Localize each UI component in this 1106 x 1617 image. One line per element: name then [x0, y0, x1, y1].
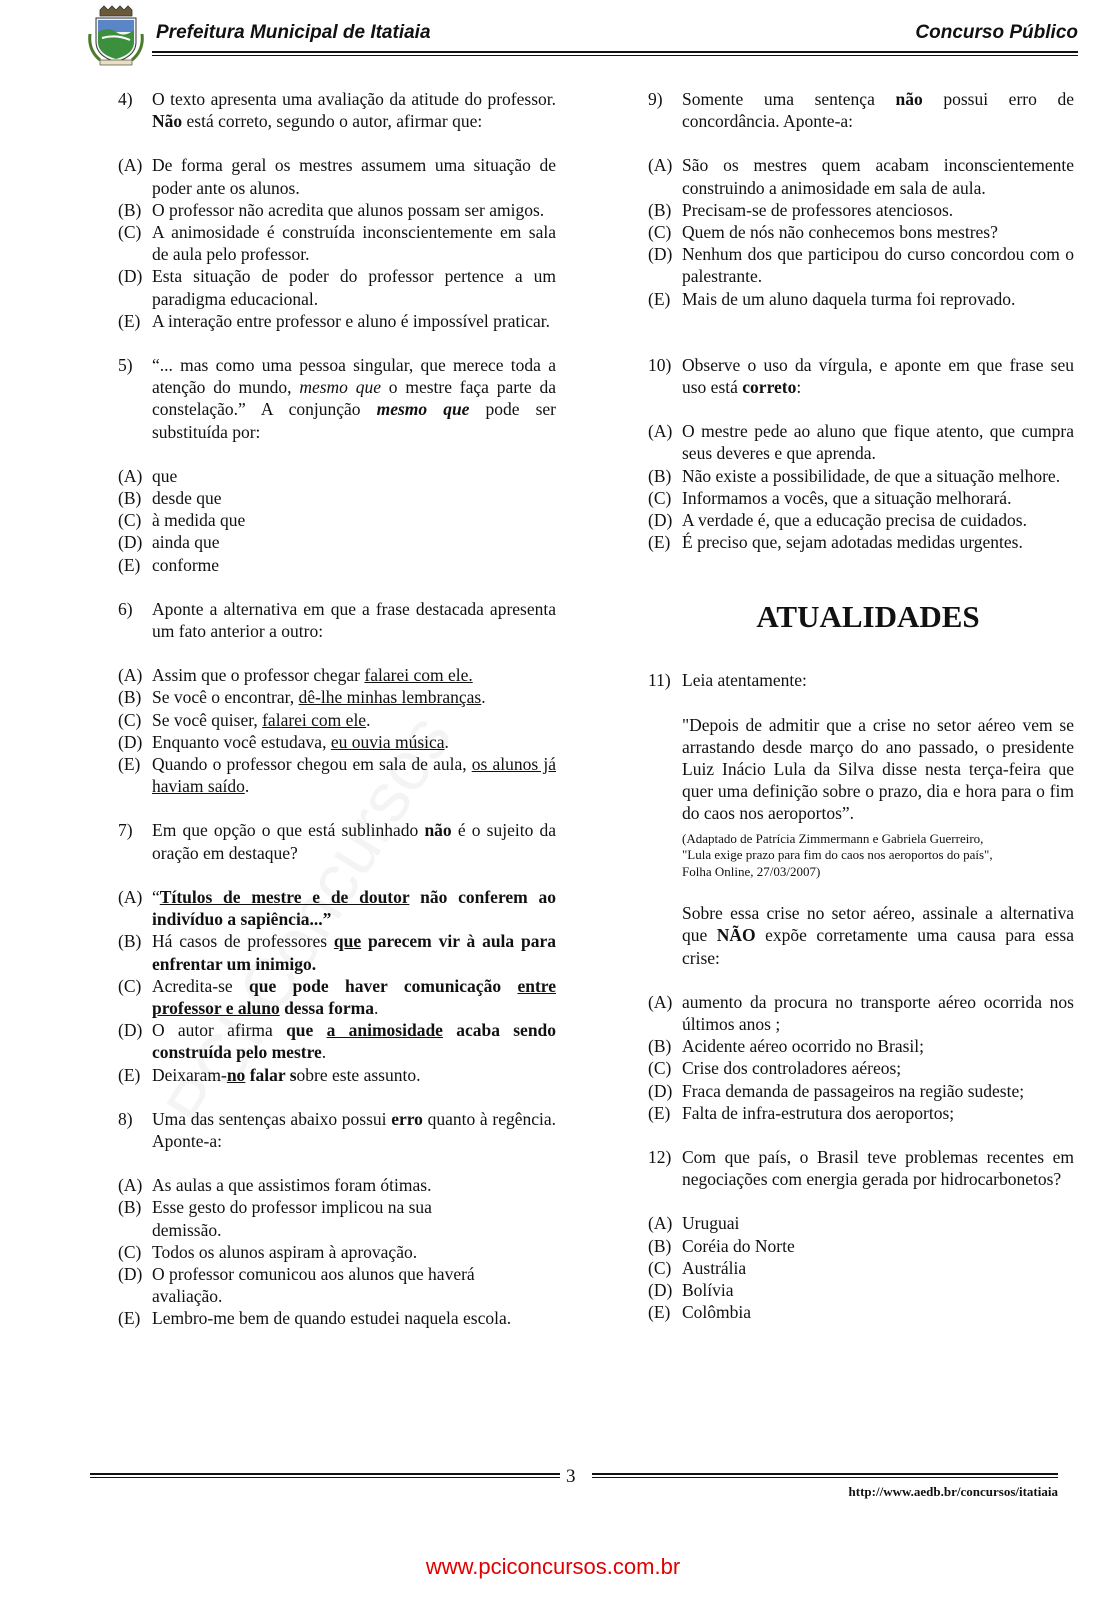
stem-emphasis: não — [424, 820, 452, 841]
option-text: Informamos a vocês, que a situação melhorará. — [682, 487, 1012, 508]
option-text: O mestre pede ao aluno que fique atento, que cumpra seus deveres e que aprenda. — [682, 421, 1074, 464]
stem-text: Sobre essa crise no setor aéreo, assinale a alternativa que — [682, 903, 1074, 946]
news-quote: "Depois de admitir que a crise no setor aéreo vem se arrastando desde março do ano passado, o presidente Luiz Inácio Lula da Silva disse nesta terça-feira que quer uma definição sobre o prazo, dia e hora para o fim do caos nos aeroportos”. — [682, 714, 1074, 824]
option-d[interactable] — [118, 731, 556, 753]
option-bold: dessa forma — [279, 997, 374, 1018]
stem-emphasis: erro — [391, 1108, 423, 1129]
option-a[interactable] — [648, 991, 1074, 1035]
option-c[interactable] — [118, 221, 556, 265]
option-text: Lembro-me bem de quando estudei naquela escola. — [152, 1308, 512, 1329]
option-e[interactable] — [118, 1064, 556, 1086]
option-letter: (B) — [648, 1235, 672, 1256]
option-letter: (C) — [648, 1058, 672, 1079]
option-a[interactable] — [118, 465, 556, 487]
option-letter: (B) — [118, 1197, 142, 1218]
section-title: ATUALIDADES — [756, 599, 980, 635]
question-6 — [118, 598, 556, 798]
option-a[interactable] — [648, 420, 1074, 464]
stem-text: Aponte a alternativa em que a frase destacada apresenta um fato anterior a outro: — [152, 598, 556, 642]
header-institution: Prefeitura Municipal de Itatiaia — [156, 22, 431, 43]
option-letter: (B) — [648, 1036, 672, 1057]
question-stem — [118, 598, 556, 642]
stem-text: Em que opção o que está sublinhado — [152, 820, 425, 841]
question-stem — [118, 1108, 556, 1152]
footer-divider-right — [592, 1473, 1058, 1478]
option-text: As aulas a que assistimos foram ótimas. — [152, 1175, 432, 1196]
page-number: 3 — [566, 1466, 576, 1487]
option-a[interactable] — [648, 154, 1074, 198]
question-10 — [648, 354, 1074, 554]
citation — [648, 831, 1074, 881]
option-letter: (A) — [118, 886, 143, 907]
option-letter: (C) — [118, 222, 142, 243]
option-e[interactable] — [648, 1102, 1074, 1124]
option-b[interactable] — [648, 1235, 1074, 1257]
question-5 — [118, 354, 556, 576]
option-b[interactable] — [118, 930, 556, 974]
option-letter: (B) — [118, 488, 142, 509]
option-b[interactable] — [648, 465, 1074, 487]
option-underlined: os alunos já haviam saído — [152, 754, 556, 797]
option-text: desde que — [152, 488, 222, 509]
option-letter: (D) — [118, 1263, 143, 1284]
option-letter: (C) — [118, 1241, 142, 1262]
option-bold: parecem vir à aula para enfrentar um inimigo. — [152, 931, 556, 974]
option-b[interactable] — [648, 1035, 1074, 1057]
option-text: Crise dos controladores aéreos; — [682, 1058, 902, 1079]
question-stem — [118, 819, 556, 863]
option-letter: (D) — [118, 1020, 143, 1041]
option-text: Não existe a possibilidade, de que a situação melhore. — [682, 465, 1061, 486]
option-b[interactable] — [118, 487, 556, 509]
page-header — [88, 4, 1078, 62]
option-letter: (C) — [648, 222, 672, 243]
option-text: É preciso que, sejam adotadas medidas urgentes. — [682, 532, 1023, 553]
option-letter: (D) — [648, 244, 673, 265]
stem-text: pode ser substituída por: — [152, 399, 556, 442]
question-stem — [648, 354, 1074, 398]
option-text: à medida que — [152, 510, 246, 531]
option-letter: (C) — [118, 709, 142, 730]
option-bold: que pode haver comunicação — [249, 975, 518, 996]
option-underlined: que — [333, 931, 362, 952]
option-c[interactable] — [648, 487, 1074, 509]
option-text: . — [366, 709, 371, 730]
stem-text: é o sujeito da oração em destaque? — [152, 820, 556, 863]
option-letter: (D) — [118, 731, 143, 752]
option-letter: (C) — [648, 487, 672, 508]
option-e[interactable] — [118, 310, 556, 332]
option-text: Se você o encontrar, — [152, 687, 299, 708]
option-letter: (E) — [648, 1302, 671, 1323]
option-letter: (B) — [118, 199, 142, 220]
source-site-link[interactable]: www.pciconcursos.com.br — [425, 1554, 681, 1579]
option-text: Bolívia — [682, 1280, 734, 1301]
option-underlined: a animosidade — [326, 1020, 443, 1041]
stem-text: quanto à regência. Aponte-a: — [152, 1108, 557, 1151]
option-a[interactable] — [118, 154, 556, 198]
option-letter: (E) — [118, 754, 141, 775]
option-d[interactable] — [118, 531, 556, 553]
option-c[interactable] — [118, 709, 556, 731]
option-b[interactable] — [118, 1196, 556, 1240]
option-letter: (A) — [648, 1213, 673, 1234]
option-c[interactable] — [118, 509, 556, 531]
option-letter: (D) — [118, 266, 143, 287]
option-letter: (D) — [648, 1080, 673, 1101]
question-stem — [648, 902, 1074, 969]
header-exam-name: Concurso Público — [915, 22, 1078, 43]
question-number: 12) — [648, 1147, 672, 1167]
stem-emphasis: NÃO — [716, 925, 756, 946]
question-number: 8) — [118, 1108, 133, 1129]
option-b[interactable] — [118, 686, 556, 708]
option-c[interactable] — [118, 975, 556, 1019]
left-column — [118, 88, 556, 1330]
option-letter: (B) — [648, 465, 672, 486]
right-column — [648, 88, 1074, 1323]
option-text: Esta situação de poder do professor pertence a um paradigma educacional. — [152, 266, 556, 309]
option-text: São os mestres quem acabam inconscientemente construindo a animosidade em sala de aula. — [682, 155, 1074, 198]
option-text: . — [374, 997, 379, 1018]
stem-text: O texto apresenta uma avaliação da atitude do professor. — [152, 89, 556, 109]
option-letter: (A) — [118, 465, 143, 486]
question-number: 11) — [648, 670, 671, 691]
option-text: Quem de nós não conhecemos bons mestres? — [682, 222, 998, 243]
option-text: ainda que — [152, 532, 220, 553]
stem-text: : — [796, 377, 802, 398]
option-d[interactable] — [648, 1279, 1074, 1301]
option-underlined: Títulos de mestre e de doutor — [159, 886, 410, 907]
option-text: Enquanto você estudava, — [152, 731, 331, 752]
option-letter: (B) — [118, 931, 142, 952]
stem-text: possui erro de concordância. Aponte-a: — [682, 89, 1074, 132]
option-letter: (E) — [118, 554, 141, 575]
option-text: Assim que o professor chegar — [152, 665, 365, 686]
option-c[interactable] — [648, 1057, 1074, 1079]
option-letter: (B) — [648, 199, 672, 220]
question-stem — [118, 88, 556, 132]
option-text: Colômbia — [682, 1302, 752, 1323]
option-d[interactable] — [648, 509, 1074, 531]
option-text: Fraca demanda de passageiros na região sudeste; — [682, 1080, 1025, 1101]
option-letter: (D) — [648, 510, 673, 531]
option-text: . — [444, 731, 449, 752]
question-stem — [648, 88, 1074, 132]
option-text: Mais de um aluno daquela turma foi reprovado. — [682, 288, 1016, 309]
stem-italic: mesmo que — [299, 377, 381, 398]
option-c[interactable] — [118, 1241, 556, 1263]
option-text: Esse gesto do professor implicou na sua demissão. — [152, 1197, 432, 1240]
option-underlined: falarei com ele — [262, 709, 367, 730]
question-number: 4) — [118, 89, 133, 109]
option-a[interactable] — [648, 1212, 1074, 1234]
option-text: Uruguai — [682, 1213, 740, 1234]
option-underlined: eu ouvia música — [330, 731, 445, 752]
option-text: aumento da procura no transporte aéreo ocorrida nos últimos anos ; — [682, 991, 1074, 1034]
option-e[interactable] — [648, 288, 1074, 310]
option-b[interactable] — [648, 199, 1074, 221]
option-d[interactable] — [118, 1263, 556, 1307]
option-a[interactable] — [118, 1174, 556, 1196]
option-letter: (E) — [118, 1308, 141, 1329]
citation-line: Folha Online, 27/03/2007) — [682, 863, 821, 879]
option-letter: (D) — [118, 532, 143, 553]
option-letter: (E) — [648, 1102, 671, 1123]
question-7 — [118, 819, 556, 1085]
option-text: Há casos de professores — [152, 931, 334, 952]
option-e[interactable] — [118, 554, 556, 576]
question-12 — [648, 1146, 1074, 1323]
option-bold: acaba sendo construída pelo mestre — [152, 1020, 557, 1063]
option-underlined: falarei com ele. — [364, 665, 473, 686]
option-text: Austrália — [682, 1257, 747, 1278]
option-text: Todos os alunos aspiram à aprovação. — [152, 1241, 418, 1262]
option-d[interactable] — [648, 243, 1074, 287]
option-e[interactable] — [648, 1301, 1074, 1323]
option-letter: (C) — [118, 975, 142, 996]
option-text: O professor comunicou aos alunos que haverá avaliação. — [152, 1263, 475, 1307]
option-bold: que — [286, 1020, 327, 1041]
option-text: Quando o professor chegou em sala de aula, — [152, 754, 472, 775]
option-text: De forma geral os mestres assumem uma situação de poder ante os alunos. — [152, 155, 556, 198]
question-number: 7) — [118, 820, 133, 841]
option-text: A verdade é, que a educação precisa de cuidados. — [682, 510, 1027, 531]
stem-text: “... mas como uma pessoa singular, que merece toda a atenção do mundo, — [152, 355, 556, 398]
option-text: Acredita-se — [152, 975, 250, 996]
option-text: O autor afirma — [152, 1020, 287, 1041]
option-underlined: entre professor e aluno — [152, 975, 557, 1018]
stem-text: Somente uma sentença — [682, 89, 896, 109]
option-text: Precisam-se de professores atenciosos. — [682, 199, 954, 220]
footer-url[interactable]: http://www.aedb.br/concursos/itatiaia — [848, 1484, 1058, 1499]
option-letter: (A) — [118, 155, 143, 176]
option-e[interactable] — [648, 531, 1074, 553]
question-number: 9) — [648, 89, 663, 109]
option-bold: não conferem ao indivíduo a sapiência...” — [152, 886, 557, 930]
option-text: Se você quiser, — [152, 709, 263, 730]
option-c[interactable] — [648, 1257, 1074, 1279]
citation-line: (Adaptado de Patrícia Zimmermann e Gabriela Guerreiro, — [682, 830, 984, 846]
option-underlined: no — [226, 1064, 246, 1085]
stem-text: está correto, segundo o autor, afirmar que: — [182, 111, 483, 132]
header-divider — [152, 51, 1078, 56]
stem-text: Leia atentamente: — [682, 670, 807, 691]
stem-emphasis: não — [895, 89, 923, 109]
option-text: que — [152, 465, 178, 486]
option-d[interactable] — [648, 1080, 1074, 1102]
stem-text: Observe o uso da vírgula, e aponte em que frase seu uso está — [682, 354, 1074, 398]
option-letter: (A) — [118, 665, 143, 686]
option-c[interactable] — [648, 221, 1074, 243]
stem-text: o mestre faça parte da constelação.” A conjunção — [152, 377, 556, 420]
option-d[interactable] — [118, 1019, 556, 1063]
option-a[interactable] — [118, 886, 556, 930]
option-letter: (A) — [648, 155, 673, 176]
stem-bold-italic: mesmo que — [376, 399, 470, 420]
question-number: 6) — [118, 598, 133, 619]
option-text: . — [481, 687, 486, 708]
option-e[interactable] — [118, 1307, 556, 1329]
option-letter: (E) — [118, 1064, 141, 1085]
option-text: O professor não acredita que alunos possam ser amigos. — [152, 199, 545, 220]
stem-text: Uma das sentenças abaixo possui — [152, 1108, 392, 1129]
stem-emphasis: correto — [742, 377, 797, 398]
stem-emphasis: Não — [152, 111, 183, 132]
option-letter: (E) — [648, 532, 671, 553]
option-letter: (B) — [118, 687, 142, 708]
option-d[interactable] — [118, 265, 556, 309]
option-text: Nenhum dos que participou do curso concordou com o palestrante. — [682, 244, 1074, 287]
option-letter: (E) — [648, 288, 671, 309]
option-letter: (A) — [648, 421, 673, 442]
stem-text: expõe corretamente uma causa para essa crise: — [682, 925, 1074, 968]
option-text: A interação entre professor e aluno é impossível praticar. — [152, 310, 550, 331]
option-text: Acidente aéreo ocorrido no Brasil; — [682, 1036, 924, 1057]
option-letter: (C) — [118, 510, 142, 531]
option-text: obre este assunto. — [296, 1064, 421, 1085]
option-letter: (C) — [648, 1257, 672, 1278]
question-8 — [118, 1108, 556, 1330]
option-text: . — [321, 1042, 327, 1063]
option-letter: (A) — [118, 1175, 143, 1196]
option-e[interactable] — [118, 753, 556, 797]
option-text: Falta de infra-estrutura dos aeroportos; — [682, 1102, 955, 1123]
question-11 — [648, 669, 1074, 1124]
municipal-crest-icon — [88, 4, 144, 66]
question-number: 10) — [648, 354, 672, 375]
option-letter: (D) — [648, 1280, 673, 1301]
option-text: conforme — [152, 554, 220, 575]
question-stem — [118, 354, 556, 443]
footer-divider-left — [90, 1473, 560, 1478]
option-bold: falar s — [245, 1064, 297, 1085]
option-letter: (A) — [648, 991, 673, 1012]
stem-text: Com que país, o Brasil teve problemas recentes em negociações com energia gerada por hidrocarbonetos? — [682, 1147, 1074, 1190]
question-number: 5) — [118, 355, 133, 376]
option-text: . — [244, 776, 250, 797]
question-stem — [648, 669, 1074, 691]
option-underlined: dê-lhe minhas lembranças — [298, 687, 482, 708]
option-text: Deixaram- — [152, 1064, 227, 1085]
question-9 — [648, 88, 1074, 310]
option-letter: (E) — [118, 310, 141, 331]
option-text: A animosidade é construída inconscientemente em sala de aula pelo professor. — [152, 222, 556, 265]
option-b[interactable] — [118, 199, 556, 221]
question-4 — [118, 88, 556, 332]
citation-line: "Lula exige prazo para fim do caos nos aeroportos do país", — [682, 847, 993, 863]
option-a[interactable] — [118, 664, 556, 686]
option-text: “ — [152, 886, 160, 907]
option-text: Coréia do Norte — [682, 1235, 795, 1256]
question-stem — [648, 1146, 1074, 1190]
